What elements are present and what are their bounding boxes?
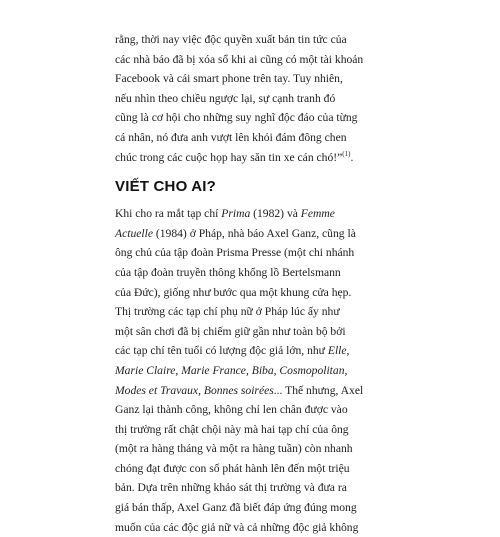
text-line [115,204,387,224]
text-fragment: ... Thế nhưng, Axel [273,383,364,397]
text-line: bản. Dựa trên những khảo sát thị trường và đưa ra [115,481,347,495]
text-line [115,224,387,244]
magazine-title: Modes et Travaux, Bonnes soirées [115,383,274,397]
text-line [115,381,387,401]
footnote-mark: (1) [342,149,351,158]
text-line [115,341,387,361]
text-line: rằng, thời nay việc độc quyền xuất bản tin tức của [115,33,347,46]
text-line: giá bán thấp, Axel Ganz đã biết đáp ứng đúng mong [115,501,357,515]
text-line: của tập đoàn truyền thông khổng lồ Bertelsmann [115,265,341,279]
text-line: Marie Claire, Marie France, Biba, Cosmopolitan, [115,363,348,377]
text-fragment: . [350,150,354,164]
paragraph-1 [115,30,387,167]
text-line: các nhà báo đã bị xóa sổ khi ai cũng có một tài khoản [115,52,364,66]
text-line: cũng là cơ hội cho những suy nghĩ độc đáo của từng [115,111,358,125]
text-line: Thị trường các tạp chí phụ nữ ở Pháp lúc ấy như [115,305,340,319]
section-heading: VIẾT CHO AI? [115,178,217,196]
text-line: muốn của các độc giả nữ và cả những độc giả không [115,520,359,534]
text-line: Ganz lại thành công, không chỉ len chân được vào [115,403,348,417]
text-fragment: Khi cho ra mắt tạp chí [115,207,222,221]
magazine-title: Femme [300,207,335,221]
magazine-title: Elle, [327,344,350,358]
text-line: của Đức), giống như bước qua một khung cửa hẹp. [115,285,352,299]
text-fragment: các tạp chí tên tuổi có lượng độc giả lớn, như [115,344,328,358]
magazine-title: Prima [221,207,251,221]
text-line: Facebook và cái smart phone trên tay. Tuy nhiên, [115,72,343,86]
text-line: cá nhân, nó đưa anh vượt lên khỏi đám đông chen [115,130,347,144]
text-line: ông chủ của tập đoàn Prisma Presse (một chi nhánh [115,246,355,260]
text-fragment: (1984) ở Pháp, nhà báo Axel Ganz, cũng là [152,226,356,240]
paragraph-2 [115,204,387,537]
text-line: nếu nhìn theo chiều ngược lại, sự cạnh tranh đó [115,91,336,105]
text-fragment: chúc trong các cuộc họp hay săn tin xe cán chó!” [115,150,343,164]
text-line: thị trường rất chật chội này mà hai tạp chí của ông [115,422,349,436]
text-line: một sân chơi đã bị chiếm giữ gần như toàn bộ bởi [115,324,346,338]
text-line [115,148,387,168]
text-line: chóng đạt được con số phát hành lên đến một triệu [115,461,350,475]
text-fragment: (1982) và [250,207,301,221]
text-line: (một ra hàng tháng và một ra hàng tuần) còn nhanh [115,442,353,456]
magazine-title: Actuelle [115,226,153,240]
